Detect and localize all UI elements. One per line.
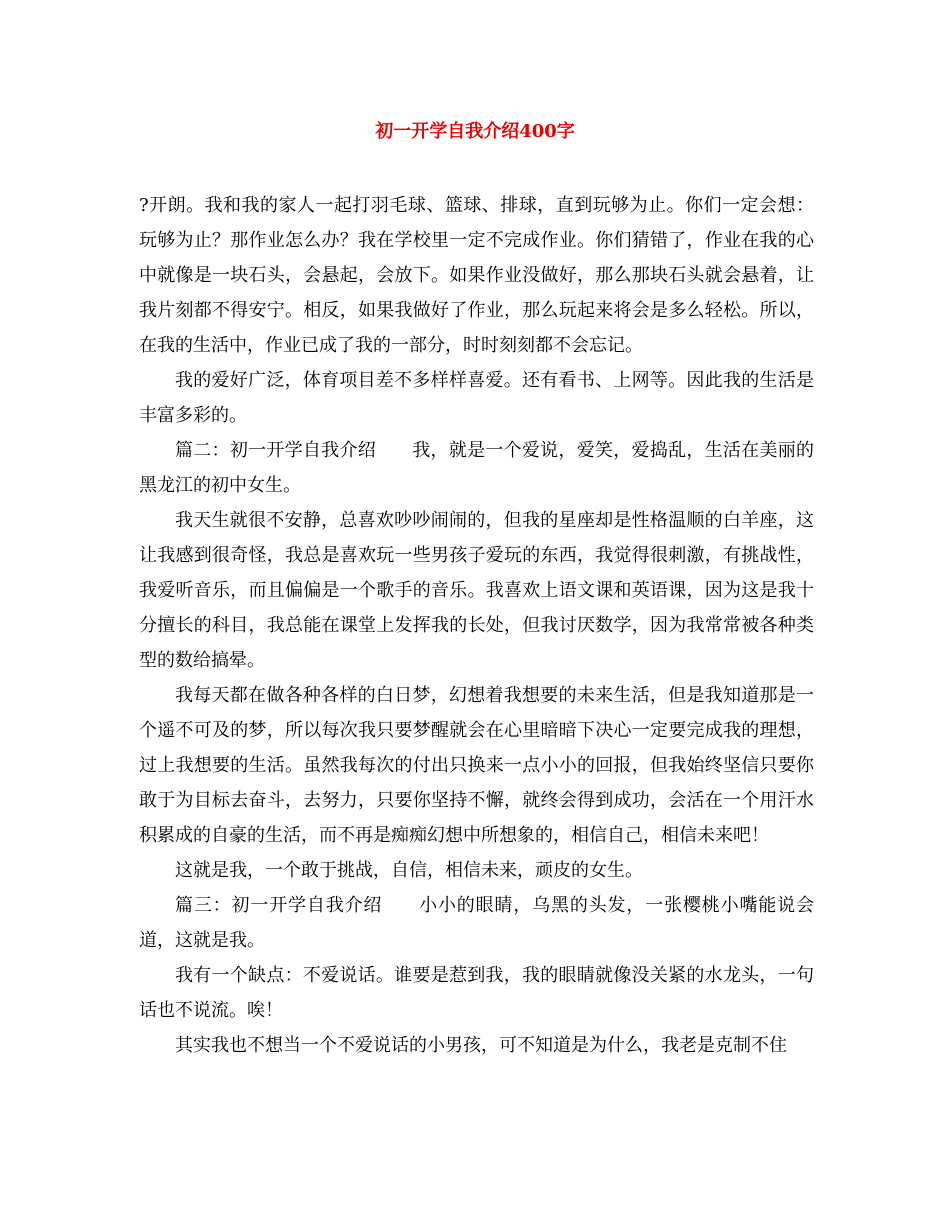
paragraph-7 [139, 888, 814, 958]
paragraph-3 [139, 433, 814, 503]
paragraph-1: ?开朗。我和我的家人一起打羽毛球、篮球、排球，直到玩够为止。你们一定会想：玩够为止？那作业怎么办？我在学校里一定不完成作业。你们猜错了，作业在我的心中就像是一块石头，会悬起，会放下。如果作业没做好，那么那块石头就会悬着，让我片刻都不得安宁。相反，如果我做好了作业，那么玩起来将会是多么轻松。所以，在我的生活中，作业已成了我的一部分，时时刻刻都不会忘记。 [139, 195, 814, 356]
paragraph-3-text: 我，就是一个爱说，爱笑，爱捣乱，生活在美丽的黑龙江的初中女生。 [139, 440, 814, 496]
paragraph-7-text: 小小的眼睛，乌黑的头发，一张樱桃小嘴能说会道，这就是我。 [139, 895, 814, 951]
paragraph-2: 我的爱好广泛，体育项目差不多样样喜爱。还有看书、上网等。因此我的生活是丰富多彩的。 [139, 370, 814, 426]
document-title: 初一开学自我介绍400字 [375, 121, 575, 142]
section-heading-2: 篇二：初一开学自我介绍 [175, 440, 376, 461]
paragraph-5: 我每天都在做各种各样的白日梦，幻想着我想要的未来生活，但是我知道那是一个遥不可及的梦，所以每次我只要梦醒就会在心里暗暗下决心一定要完成我的理想，过上我想要的生活。虽然我每次的付出只换来一点小小的回报，但我始终坚信只要你敢于为目标去奋斗，去努力，只要你坚持不懈，就终会得到成功，会活在一个用汗水积累成的自豪的生活，而不再是痴痴幻想中所想象的，相信自己，相信未来吧！ [139, 685, 814, 846]
section-heading-3: 篇三：初一开学自我介绍 [175, 895, 383, 916]
paragraph-6: 这就是我，一个敢于挑战，自信，相信未来，顽皮的女生。 [175, 860, 643, 881]
paragraph-9: 其实我也不想当一个不爱说话的小男孩，可不知道是为什么，我老是克制不住 [175, 1035, 787, 1056]
paragraph-8: 我有一个缺点：不爱说话。谁要是惹到我，我的眼睛就像没关紧的水龙头，一句话也不说流。唉！ [139, 965, 814, 1021]
paragraph-4: 我天生就很不安静，总喜欢吵吵闹闹的，但我的星座却是性格温顺的白羊座，这让我感到很奇怪，我总是喜欢玩一些男孩子爱玩的东西，我觉得很刺激，有挑战性，我爱听音乐，而且偏偏是一个歌手的音乐。我喜欢上语文课和英语课，因为这是我十分擅长的科目，我总能在课堂上发挥我的长处，但我讨厌数学，因为我常常被各种类型的数给搞晕。 [139, 510, 814, 671]
document-body [139, 188, 814, 1063]
